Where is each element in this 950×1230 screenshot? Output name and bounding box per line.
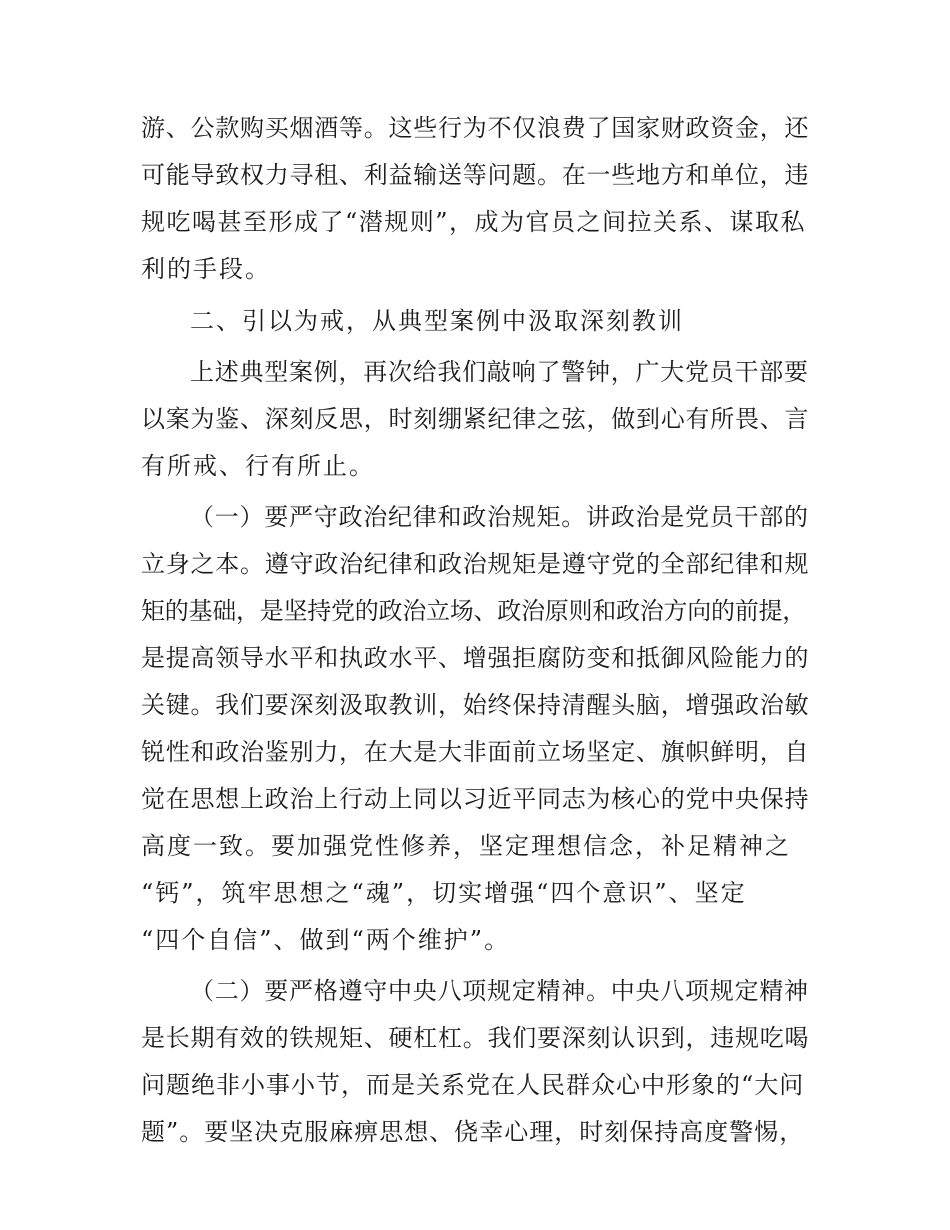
text-line-4: 利的手段。 <box>141 255 271 283</box>
text-line-13: 关键。我们要深刻汲取教训，始终保持清醒头脑，增强政治敏 <box>141 691 810 719</box>
text-line-20: 是长期有效的铁规矩、硬杠杠。我们要深刻认识到，违规吃喝 <box>141 1024 810 1052</box>
subsection-one-line-1: （一）要严守政治纪律和政治规矩。讲政治是党员干部的 <box>190 503 809 531</box>
text-line-7: 以案为鉴、深刻反思，时刻绷紧纪律之弦，做到心有所畏、言 <box>141 405 810 433</box>
section-heading: 二、引以为戒，从典型案例中汲取深刻教训 <box>190 307 684 335</box>
text-line-21: 问题绝非小事小节，而是关系党在人民群众心中形象的“大问 <box>141 1071 805 1099</box>
text-line-8: 有所戒、行有所止。 <box>141 452 375 480</box>
text-line-3: 规吃喝甚至形成了“潜规则”，成为官员之间拉关系、谋取私 <box>141 208 807 236</box>
text-line-17: “钙”，筑牢思想之“魂”，切实增强“四个意识”、坚定 <box>141 879 747 907</box>
text-line-10: 立身之本。遵守政治纪律和政治规矩是遵守党的全部纪律和规 <box>141 550 810 578</box>
subsection-two-line-1: （二）要严格遵守中央八项规定精神。中央八项规定精神 <box>190 977 809 1005</box>
text-line-22: 题”。要坚决克服麻痹思想、侥幸心理，时刻保持高度警惕， <box>141 1118 805 1146</box>
text-line-15: 觉在思想上政治上行动上同以习近平同志为核心的党中央保持 <box>141 785 810 813</box>
text-line-11: 矩的基础，是坚持党的政治立场、政治原则和政治方向的前提， <box>141 597 806 625</box>
text-line-16: 高度一致。要加强党性修养，坚定理想信念，补足精神之 <box>141 832 791 860</box>
text-line-12: 是提高领导水平和执政水平、增强拒腐防变和抵御风险能力的 <box>141 644 810 672</box>
text-line-18: “四个自信”、做到“两个维护”。 <box>141 926 511 954</box>
text-line-14: 锐性和政治鉴别力，在大是大非面前立场坚定、旗帜鲜明，自 <box>141 738 810 766</box>
text-line-2: 可能导致权力寻租、利益输送等问题。在一些地方和单位，违 <box>141 161 810 189</box>
text-line-1: 游、公款购买烟酒等。这些行为不仅浪费了国家财政资金，还 <box>141 114 810 142</box>
text-line-6: 上述典型案例，再次给我们敲响了警钟，广大党员干部要 <box>190 358 809 386</box>
